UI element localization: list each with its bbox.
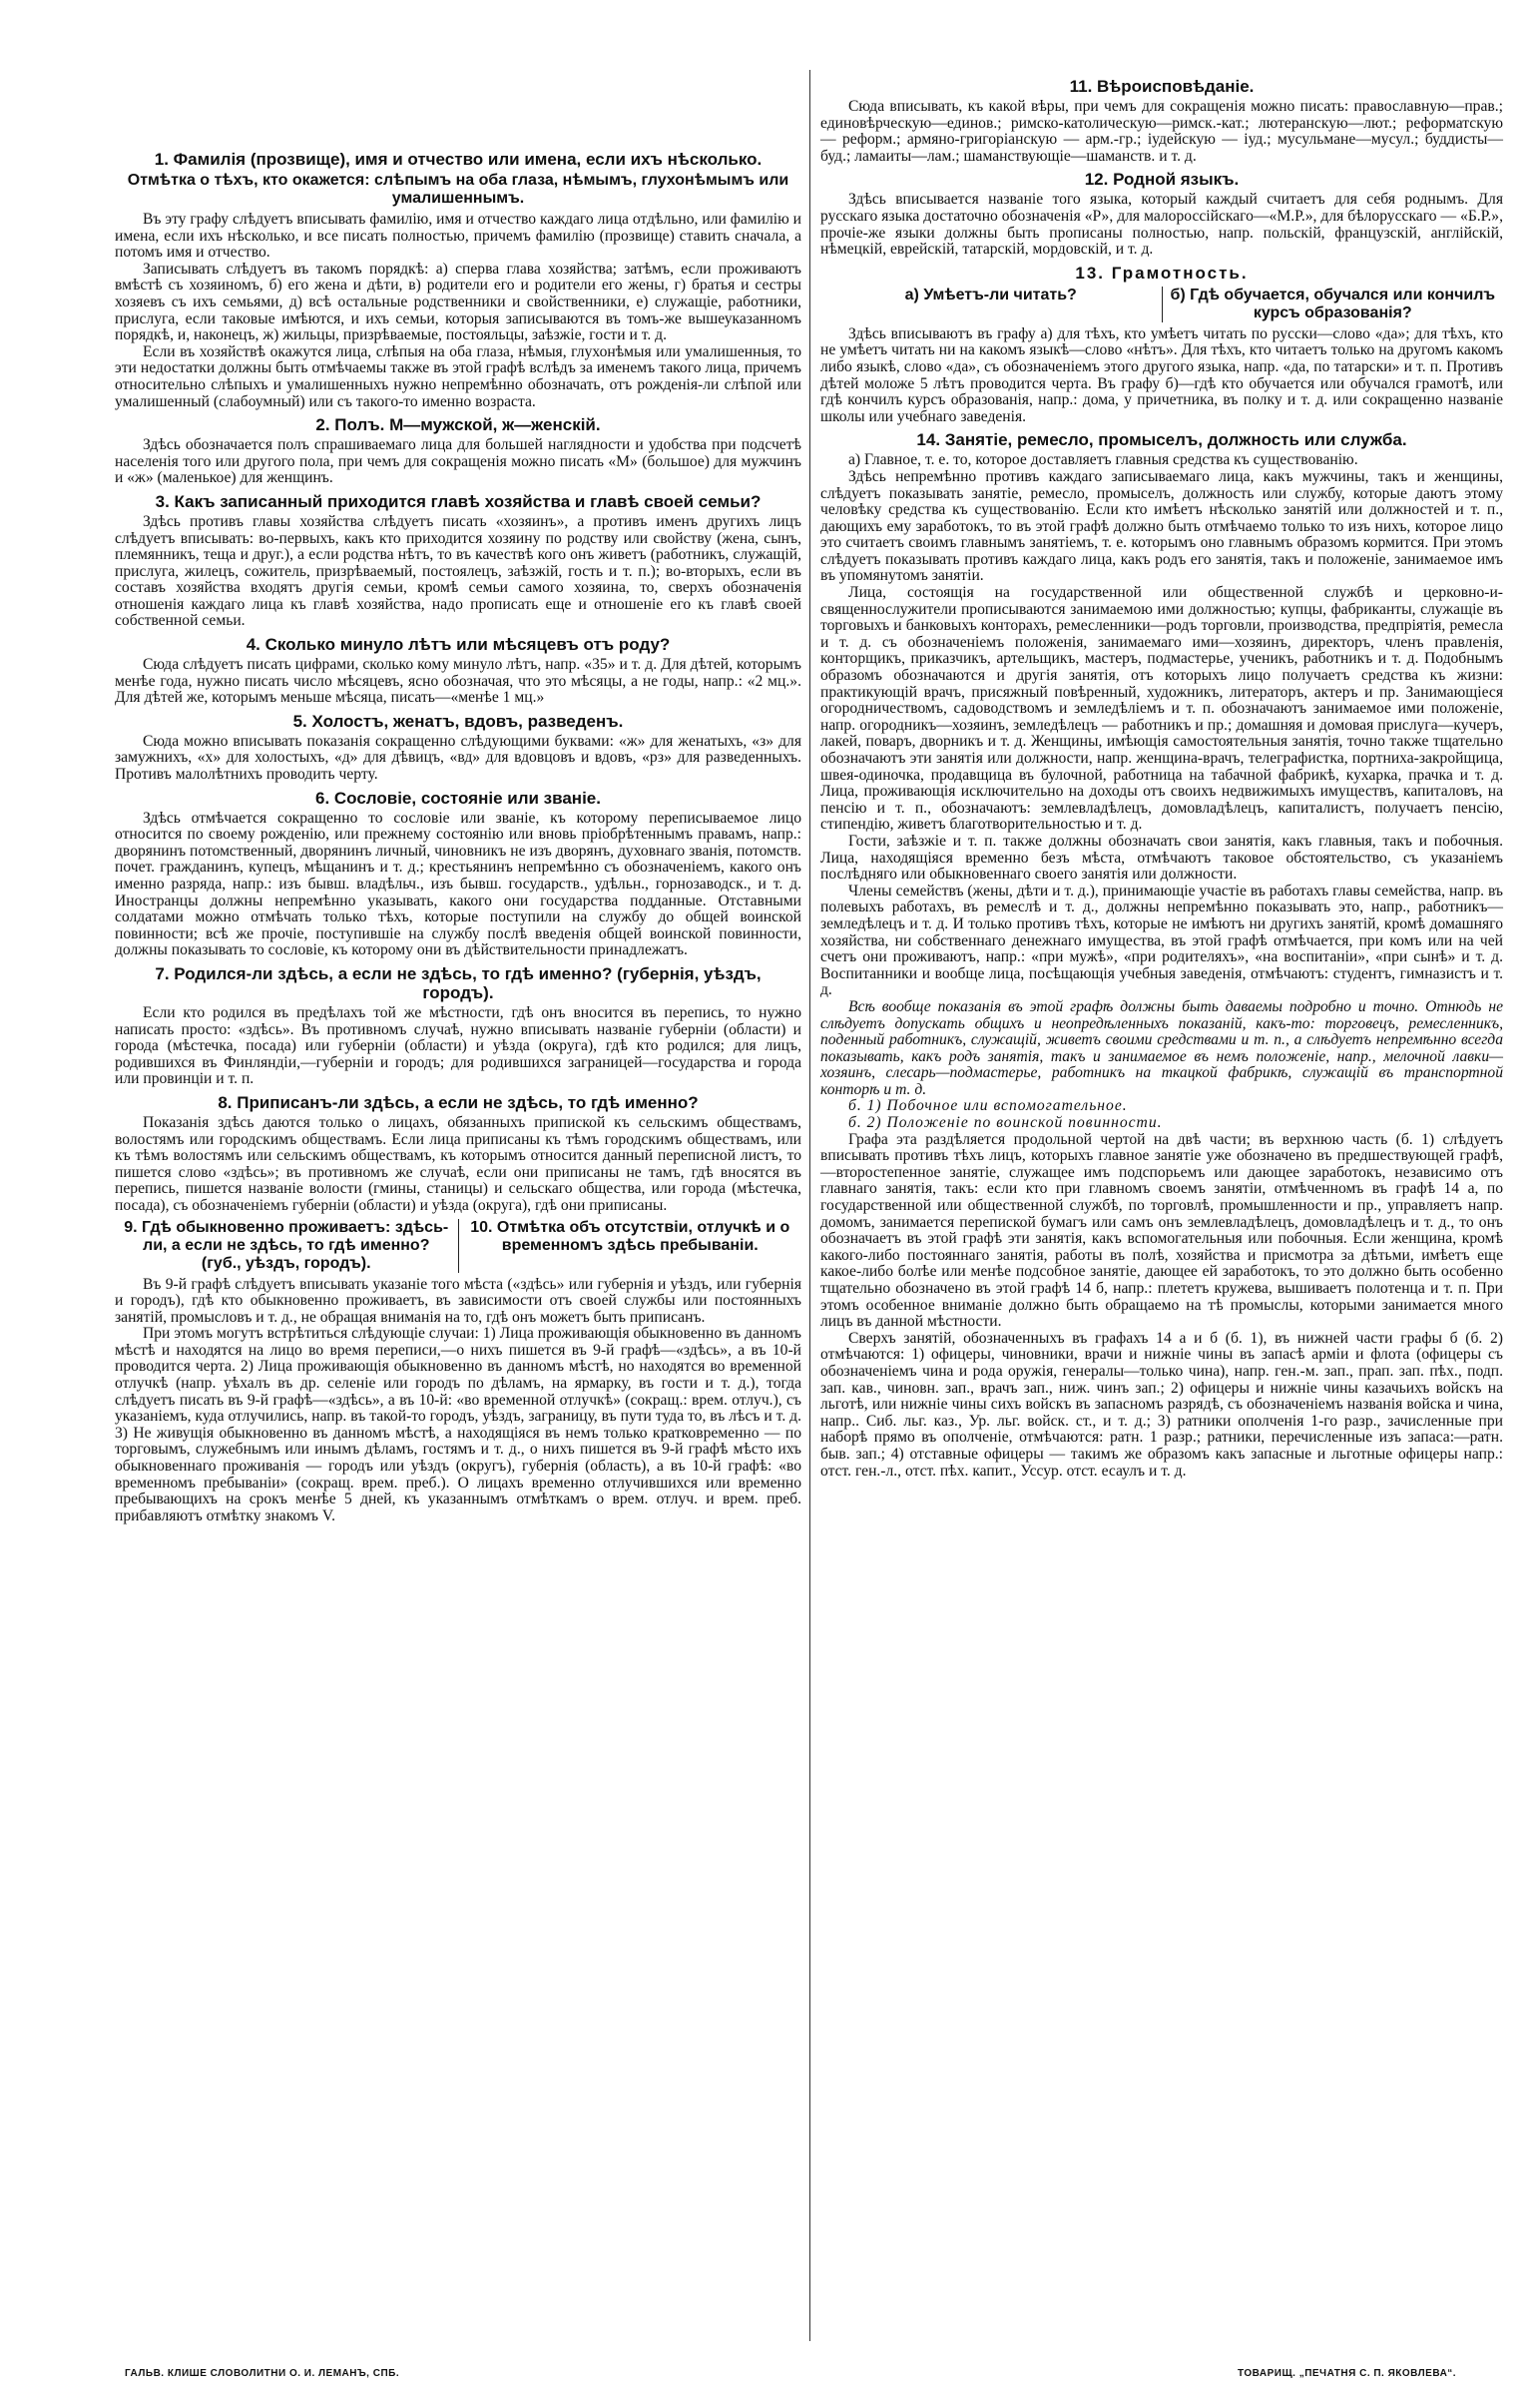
section-heading: 7. Родился-ли здѣсь, а если не здѣсь, то гдѣ именно? (губернія, уѣздъ, городъ). [155,963,762,1002]
section-heading-10: 10. Отмѣтка объ отсутствіи, отлучкѣ и о временномъ здѣсь пребываніи. [458,1219,802,1273]
footer-left-imprint: ГАЛЬВ. КЛИШЕ СЛОВОЛИТНИ О. И. ЛЕМАНЪ, СПБ. [125,2368,400,2379]
section-heading-9: 9. Гдѣ обыкновенно проживаетъ: здѣсь-ли, а если не здѣсь, то гдѣ именно? (губ., уѣздъ, городъ). [124,1218,449,1272]
section-13 [820,264,1503,426]
section [115,789,801,959]
section-heading: 14. Занятіе, ремесло, промыселъ, должность или служба. [916,430,1407,450]
paragraph: Сюда слѣдуетъ писать цифрами, сколько кому минуло лѣтъ, напр. «35» и т. д. Для дѣтей, которымъ менѣе года, нужно писать число мѣсяцевъ, ясно обозначая, что это мѣсяцы, а не годы, напр.: «2 мц.». Для дѣтей же, которымъ меньше мѣсяца, писать—«менѣе 1 мц.» [115,656,801,707]
paragraph: Графа эта раздѣляется продольной чертой на двѣ части; въ верхнюю часть (б. 1) слѣдуетъ вписывать противъ тѣхъ лицъ, которыхъ главное занятіе уже обозначено въ предшествующей графѣ,—второстепенное занятіе, служащее имъ подспорьемъ или дающее заработокъ, независимо отъ главнаго занятія, такъ: если кто при главномъ своемъ занятіи, отмѣченномъ въ графѣ 14 а, по государственной или общественной службѣ, по торговлѣ, промышленности и пр., управляетъ напр. домомъ, занимается перепиской бумагъ или самъ онъ землевладѣлецъ, домовладѣлецъ и т. д., то онъ обозначаетъ въ этой графѣ эти занятія, какъ вспомогательныя или побочныя. Если женщина, кромѣ какого-либо постояннаго занятія, работы въ полѣ, хозяйства и присмотра за дѣтьми, имѣетъ еще какое-либо болѣе или менѣе подсобное занятіе, дающее ей заработокъ, то это должно быть особенно тщательно обозначено въ этой графѣ 14 б, напр.: плететъ кружева, вышиваетъ полотенца и т. п. При этомъ особенное вниманіе должно быть обращаемо на тѣ промыслы, которыми занимается много лицъ въ данной мѣстности. [820,1130,1503,1331]
left-column [115,145,801,1524]
section-heading: 6. Сословіе, состояніе или званіе. [315,788,601,808]
section [115,964,801,1088]
section-heading: 5. Холостъ, женатъ, вдовъ, разведенъ. [292,711,624,731]
right-column [820,72,1503,1480]
section-heading: 8. Приписанъ-ли здѣсь, а если не здѣсь, то гдѣ именно? [218,1092,699,1112]
section-heading: 1. Фамилія (прозвище), имя и отчество или имена, если ихъ нѣсколько. [154,150,763,169]
paragraph: Здѣсь вписываютъ въ графу а) для тѣхъ, кто умѣетъ читать по русски—слово «да»; для тѣхъ, кто не умѣетъ читать ни на какомъ языкѣ—слово «нѣтъ». Для тѣхъ, кто читаетъ только на другомъ какомъ либо языкѣ, слово «да», съ обозначеніемъ этого другого языка, напр. «да, по татарски» и т. п. Противъ дѣтей моложе 5 лѣтъ проводится черта. Въ графу б)—гдѣ кто обучается или обучался грамотѣ, или гдѣ кончилъ курсъ образованія, напр.: дома, у причетника, въ полку и т. д. или сокращенно названіе школы или учебнаго заведенія. [820,324,1503,425]
paragraph: Здѣсь обозначается полъ спрашиваемаго лица для большей наглядности и удобства при подсчетѣ населенія того или другого пола, при чемъ для сокращенія можно писать «М» (большое) для мужчинъ и «ж» (маленькое) для женщинъ. [115,436,801,487]
list-item: б. 2) Положеніе по воинской повинности. [848,1114,1163,1132]
section [115,712,801,784]
section-heading: 12. Родной языкъ. [1084,170,1240,190]
section-heading: 11. Вѣроисповѣданіе. [1069,77,1255,96]
section [115,150,801,410]
paragraph: Всѣ вообще показанія въ этой графѣ должны быть даваемы подробно и точно. Отнюдь не слѣдуетъ допускать общихъ и неопредѣленныхъ показаній, какъ-то: торговецъ, ремесленникъ, поденный работникъ, служащій, живетъ своими средствами и т. п., а слѣдуетъ непремѣнно всегда показывать, какъ родъ занятія, такъ и занимаемое въ немъ положеніе, напр., мелочной лавки—хозяинъ, слесарь—подмастерье, работникъ на ткацкой фабрикѣ, служащій въ транспортной конторѣ и т. д. [820,997,1503,1098]
paragraph: При этомъ могутъ встрѣтиться слѣдующіе случаи: 1) Лица проживающія обыкновенно въ данномъ мѣстѣ и находятся на лицо во время переписи,—о нихъ пишется въ 9-й графѣ—«здѣсь», а въ 10-й проводится черта. 2) Лица проживающія обыкновенно въ данномъ мѣстѣ, но находятся во временной отлучкѣ (напр. уѣхалъ въ др. селеніе или городъ по дѣламъ, на ярмарку, въ гости и т. д.), тогда слѣдуетъ писать въ 9-й графѣ—«здѣсь», а въ 10-й: «во временной отлучкѣ» (сокращ.: врем. отлуч.), съ указаніемъ, куда отлучились, напр. въ такой-то городъ, уѣздъ, заграницу, въ пути туда то, въ лѣсъ и т. д. 3) Не живущія обыкновенно въ данномъ мѣстѣ, а находящіяся въ немъ только кратковременно — по торговымъ, служебнымъ или инымъ дѣламъ, гостямъ и т. д., о нихъ пишется въ 9-й графѣ мѣсто ихъ обыкновеннаго проживанія — городъ или уѣздъ (округъ), губернія (область), а въ 10-й графѣ: «во временномъ пребываніи» (сокращ. врем. преб.). О лицахъ временно отлучившихся или временно пребывающихъ на срокъ менѣе 5 дней, къ указаннымъ отмѣткамъ о врем. отлуч. и врем. преб. прибавляютъ отмѣтку знакомъ V. [115,1325,801,1524]
subheading-a: а) Умѣетъ-ли читать? [904,286,1077,303]
paragraph: Въ 9-й графѣ слѣдуетъ вписывать указаніе того мѣста («здѣсь» или губернія и уѣздъ, или губернія и городъ), гдѣ кто обыкновенно проживаетъ, въ зависимости отъ своей службы или постоянныхъ занятій, промысловъ и т. д., не обращая вниманія на то, гдѣ онъ можетъ быть приписанъ. [115,1275,801,1326]
paragraph: Гости, заѣзжіе и т. п. также должны обозначать свои занятія, какъ главныя, такъ и побочныя. Лица, находящіяся временно безъ мѣста, отмѣчаютъ таковое обстоятельство, съ указаніемъ послѣдняго или обыкновеннаго своего занятія или должности. [820,832,1503,884]
section [820,170,1503,258]
paragraph: Здѣсь вписывается названіе того языка, который каждый считаетъ для себя роднымъ. Для русскаго языка достаточно обозначенія «Р», для малороссійскаго—«М.Р.», для бѣлорусскаго — «Б.Р.», прочіе-же языки должны быть прописаны полностью, напр. польскій, французскій, англійскій, нѣмецкій, еврейскій, татарскій, мордовскій, и т. д. [820,191,1503,259]
split-heading [820,287,1503,322]
section-subheading: Отмѣтка о тѣхъ, кто окажется: слѣпымъ на оба глаза, нѣмымъ, глухонѣмымъ или умалишеннымъ. [127,172,789,207]
section [115,492,801,630]
paragraph: Сверхъ занятій, обозначенныхъ въ графахъ 14 а и б (б. 1), въ нижней части графы б (б. 2) отмѣчаются: 1) офицеры, чиновники, врачи и нижніе чины въ запасѣ арміи и флота (офицеры съ обозначеніемъ чина и рода оружія, генералы—только чина), напр. ген.-м. зап., прап. зап. пѣх., подп. зап. кав., чиновн. зап., врачъ зап., ниж. чинъ зап.; 2) офицеры и нижніе чины казачьихъ войскъ на льготѣ, или нижніе чины сихъ войскъ въ запасномъ разрядѣ, съ обозначеніемъ названія войска и чина, напр.. Сиб. льг. каз., Ур. льг. войск. ст., и т. д.; 3) ратники ополченія 1-го разр., зачисленные при наборѣ прямо въ ополченіе, отмѣчаются: ратн. 1 разр.; ратники, перечисленные изъ запаса:—ратн. быв. зап.; 4) отставные офицеры — такимъ же образомъ какъ запасные и льготные офицеры напр.: отст. ген.-л., отст. пѣх. капит., Уссур. отст. есаулъ и т. д. [820,1329,1503,1480]
paragraph: Показанія здѣсь даются только о лицахъ, обязанныхъ припиской къ сельскимъ обществамъ, волостямъ или городскимъ обществамъ. Если лица приписаны къ тѣмъ городскимъ обществамъ, или къ тѣмъ волостямъ или сельскимъ обществамъ, къ которымъ относится данный переписной листъ, то пишется слово «здѣсь»; въ противномъ же случаѣ, если они приписаны не тамъ, гдѣ вносятся въ перепись, пишется названіе волости (гмины, станицы) и сельскаго общества, или города (мѣстечка, посада), съ обозначеніемъ губерніи (области) и уѣзда (округа), гдѣ они приписаны. [115,1113,801,1214]
paragraph: Здѣсь отмѣчается сокращенно то сословіе или званіе, къ которому переписываемое лицо относится по своему рожденію, или прежнему состоянію или вновь пріобрѣтеннымъ правамъ, напр.: дворянинъ потомственный, дворянинъ личный, чиновникъ не изъ дворянъ, духовнаго званія, потомств. почет. гражданинъ, купецъ, мѣщанинъ и т. д.; крестьянинъ непремѣнно съ обозначеніемъ, какого онъ именно разряда, напр.: изъ бывш. владѣльч., изъ бывш. государств., удѣльн., горнозаводск., и т. д. Иностранцы должны непремѣнно указывать, какого они государства подданные. Отставными солдатами можно отмѣчать только тѣхъ, которые поступили на службу до общей воинской повинности; всѣ же прочіе, поступившіе на службу послѣ введенія общей воинской повинности, должны показывать то сословіе, къ которому они въ дѣйствительности принадлежатъ. [115,809,801,959]
section [115,415,801,487]
section-heading: 13. Грамотность. [1075,263,1249,283]
paragraph: Члены семействъ (жены, дѣти и т. д.), принимающіе участіе въ работахъ главы семейства, напр. въ полевыхъ работахъ, въ ремеслѣ и т. д., должны непремѣнно показывать это, напр., работникъ—земледѣлецъ и т. д. И только противъ тѣхъ, которые не имѣютъ ни другихъ занятій, кромѣ домашняго хозяйства, ни собственнаго денежнаго имущества, въ этой графѣ отмѣчается, при комъ или на чей счетъ они проживаютъ, напр.: «при мужѣ», «при родителяхъ», «на воспитаніи», «при сынѣ» и т. д. Воспитанники и вообще лица, посѣщающія учебныя заведенія, отмѣчаютъ: студентъ, гимназистъ и т. д. [820,882,1503,999]
section [115,1093,801,1215]
column-divider [809,70,810,2341]
paragraph: Сюда вписывать, къ какой вѣры, при чемъ для сокращенія можно писать: православную—прав.; единовѣрческую—единов.; римско-католическую—римск.-кат.; лютеранскую—лют.; реформатскую — реформ.; армяно-григоріанскую — арм.-гр.; іудейскую — іуд.; мусульмане—мусул.; буддисты—буд.; ламаиты—лам.; шаманствующіе—шаманств. и т. д. [820,98,1503,165]
section-heading: 4. Сколько минуло лѣтъ или мѣсяцевъ отъ роду? [246,635,671,655]
paragraph: Въ эту графу слѣдуетъ вписывать фамилію, имя и отчество каждаго лица отдѣльно, или фамилію и имена, если ихъ нѣсколько, и все писать полностью, причемъ фамилію (прозвище) ставить сначала, а потомъ имя и отчество. [115,211,801,262]
footer-right-imprint: ТОВАРИЩ. „ПЕЧАТНЯ С. П. ЯКОВЛЕВА“. [1238,2368,1457,2379]
split-heading [115,1219,801,1273]
subheading-b: б) Гдѣ обучается, обучался или кончилъ курсъ образованія? [1162,287,1504,322]
section-9-10 [115,1219,801,1525]
paragraph: Здѣсь противъ главы хозяйства слѣдуетъ писать «хозяинъ», а противъ именъ другихъ лицъ слѣдуетъ вписывать: во-первыхъ, какъ кто приходится хозяину по родству или свойству (жена, сынъ, племянникъ, теща и друг.), а если родства нѣтъ, то въ качествѣ кого онъ живетъ (работникъ, служащій, прислуга, жилецъ, сожитель, призрѣваемый, постоялецъ, заѣзжій, гость и т. п.); во-вторыхъ, если въ составъ хозяйства входятъ другія семьи, кромѣ семьи самого хозяина, то, сверхъ обозначенія отношенія каждаго лица къ главѣ хозяйства, надо прописать еще и отношеніе его къ главѣ своей собственной семьи. [115,512,801,630]
list-item: б. 1) Побочное или вспомогательное. [848,1097,1128,1115]
paragraph: Если въ хозяйствѣ окажутся лица, слѣпыя на оба глаза, нѣмыя, глухонѣмыя или умалишенныя, то эти недостатки должны быть отмѣчаемы также въ этой графѣ вслѣдъ за именемъ такого лица, причемъ относительно слѣпыхъ и умалишенныхъ нужно непремѣнно обозначать, отъ рожденія-ли слѣпой или умалишенный (слабоумный) или съ такого-то именно возраста. [115,342,801,410]
paragraph: Если кто родился въ предѣлахъ той же мѣстности, гдѣ онъ вносится въ перепись, то нужно написать просто: «здѣсь». Въ противномъ случаѣ, нужно вписывать названіе губерніи (области) и города (мѣстечка, посада) или губерніи (области) и уѣзда (округа), гдѣ кто родился; для лицъ, родившихся въ Финляндіи,—губерніи и городъ; для родившихся заграницей—государства и города или провинціи и т. п. [115,1003,801,1088]
paragraph: Записывать слѣдуетъ въ такомъ порядкѣ: а) сперва глава хозяйства; затѣмъ, если проживаютъ вмѣстѣ съ хозяиномъ, б) его жена и дѣти, в) родители его и родители его жены, г) братья и сестры хозяевъ съ ихъ семьями, д) всѣ остальные родственники и свойственники, е) служащіе, работники, прислуга, если таковые имѣются, и ихъ семьи, которыя записываются въ томъ-же вышеуказанномъ порядкѣ, и, наконецъ, ж) жильцы, призрѣваемые, постояльцы, заѣзжіе, гости и т. д. [115,260,801,344]
section [115,635,801,707]
paragraph: а) Главное, т. е. то, которое доставляетъ главныя средства къ существованію. [848,451,1358,469]
section-heading: 3. Какъ записанный приходится главѣ хозяйства и главѣ своей семьи? [155,491,762,511]
section [820,77,1503,165]
paragraph: Сюда можно вписывать показанія сокращенно слѣдующими буквами: «ж» для женатыхъ, «з» для замужнихъ, «х» для холостыхъ, «д» для дѣвицъ, «вд» для вдовцовъ и вдовъ, «рз» для разведенныхъ. Противъ малолѣтнихъ проводить черту. [115,732,801,784]
paragraph: Лица, состоящія на государственной или общественной службѣ и церковно-и-священнослужители прописываются занимаемою ими должностью; купцы, фабриканты, служащіе въ торговыхъ и банковыхъ конторахъ, ремесленники—родъ торговли, производства, предпріятія, ремесла и т. д. съ обозначеніемъ положенія, занимаемаго ими—хозяинъ, директоръ, членъ правленія, конторщикъ, приказчикъ, артельщикъ, мастеръ, подмастерье, ученикъ, работникъ и т. д. Подобнымъ образомъ обозначаются и другія занятія, отъ которыхъ лицо получаетъ средства къ жизни: практикующій врачъ, присяжный повѣренный, художникъ, литераторъ, актеръ и пр. Занимающіеся огородничествомъ, садоводствомъ и земледѣліемъ и т. п. обозначаютъ занимаемое ими положеніе, напр. огородникъ—хозяинъ, земледѣлецъ — работникъ и пр.; домашняя и домовая прислуга—кучеръ, лакей, поваръ, дворникъ и т. д. Женщины, имѣющія самостоятельныя занятія, точно также тщательно обозначаютъ эти занятія или должности, напр. женщина-врачъ, телеграфистка, портниха-закройщица, швея-одиночка, продавщица въ булочной, работница на табачной фабрикѣ, кухарка, прачка и т. д. Лица, проживающія исключительно на доходы отъ своихъ недвижимыхъ имуществъ, капиталовъ, на пенсію и т. п., обозначаютъ: землевладѣлецъ, домовладѣлецъ, капиталистъ, получаетъ пенсію, стипендію, живетъ благотворительностью и т. д. [820,584,1503,834]
section-heading: 2. Полъ. М—мужской, ж—женскій. [315,415,601,435]
paragraph: Здѣсь непремѣнно противъ каждаго записываемаго лица, какъ мужчины, такъ и женщины, слѣдуетъ показывать занятіе, ремесло, промыселъ, должность или службу, которые даютъ этому человѣку средства къ существованію. Если кто имѣетъ нѣсколько занятій или должностей и т. п., дающихъ ему заработокъ, то въ этой графѣ должно быть отмѣчаемо только то изъ нихъ, которое лицо это считаетъ своимъ главнымъ занятіемъ, т. е. которымъ оно главнымъ образомъ кормится. При этомъ слѣдуетъ показывать противъ каждаго лица, какъ родъ его занятія, такъ и положеніе, занимаемое имъ въ упомянутомъ занятіи. [820,467,1503,585]
section-14 [820,430,1503,1480]
